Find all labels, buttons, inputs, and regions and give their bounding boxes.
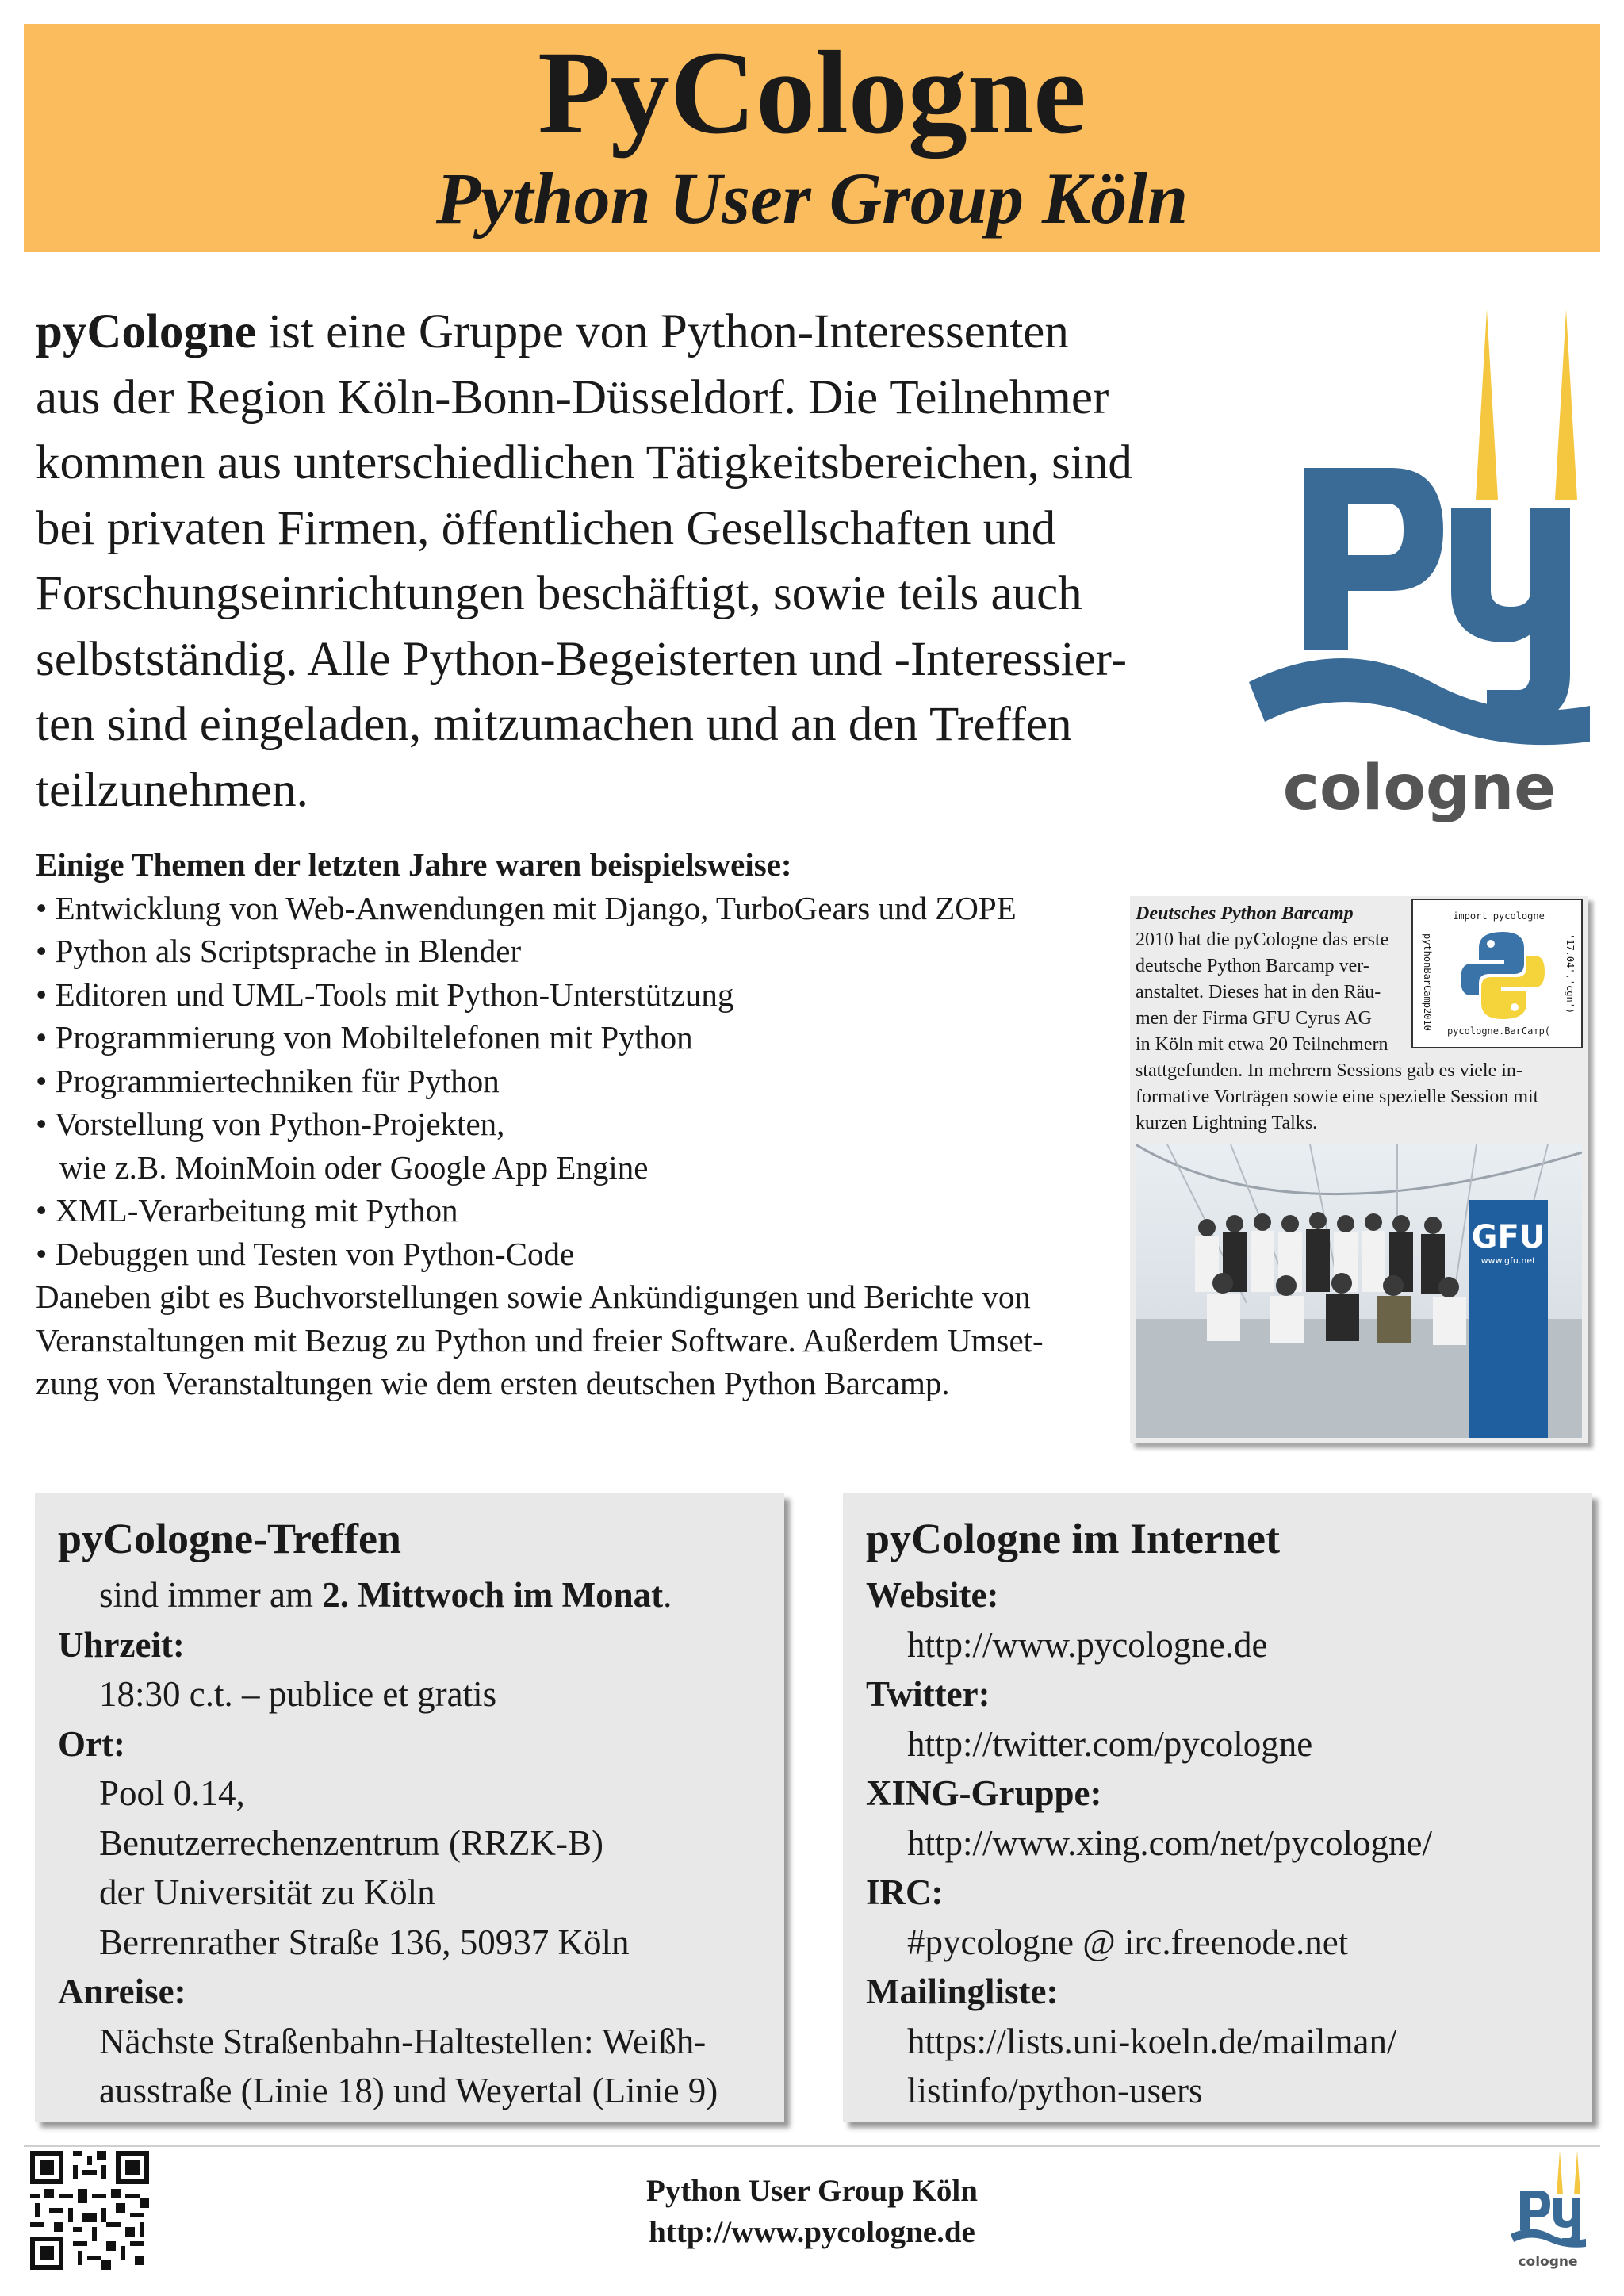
place-line: Benutzerrechenzentrum (RRZK-B): [99, 1823, 603, 1863]
code-top-text: import pycologne: [1453, 910, 1545, 922]
mailinglist-link[interactable]: https://lists.uni-koeln.de/mailman/: [907, 2021, 1397, 2061]
page-subtitle: Python User Group Köln: [435, 158, 1189, 239]
barcamp-line: men der Firma GFU Cyrus AG: [1136, 1008, 1372, 1029]
closing-line: Veranstaltungen mit Bezug zu Python und freier Software. Außerdem Umset-: [36, 1321, 1044, 1359]
topic-item: • Entwicklung von Web-Anwendungen mit Django, TurboGears und ZOPE: [36, 889, 1017, 926]
meetings-intro-bold: 2. Mittwoch im Monat: [322, 1575, 664, 1615]
topics-list: [36, 887, 1122, 1276]
footer-divider: [24, 2145, 1600, 2147]
travel-line: Nächste Straßenbahn-Haltestellen: Weißh-: [99, 2021, 707, 2061]
topic-item: • Editoren und UML-Tools mit Python-Unterstützung: [36, 976, 734, 1013]
logo-spire-right: [1555, 309, 1577, 500]
logo-text: cologne: [1282, 753, 1557, 824]
barcamp-line: 2010 hat die pyCologne das erste: [1136, 930, 1389, 950]
intro-line: Forschungseinrichtungen beschäftigt, sowie teils auch: [36, 567, 1082, 620]
intro-line: selbstständig. Alle Python-Begeisterten und -Interessier-: [36, 632, 1128, 686]
barcamp-title: Deutsches Python Barcamp: [1136, 903, 1354, 924]
internet-content: [866, 1507, 1580, 2116]
mailinglist-label: Mailingliste:: [866, 1972, 1059, 2011]
twitter-label: Twitter:: [866, 1674, 990, 1714]
barcamp-group-photo: [1136, 1144, 1582, 1438]
place-label: Ort:: [58, 1723, 125, 1764]
page-title: PyCologne: [538, 27, 1086, 159]
logo-letter-y: [1451, 508, 1570, 722]
intro-line: kommen aus unterschiedlichen Tätigkeitsbereichen, sind: [36, 436, 1132, 489]
travel-line: ausstraße (Linie 18) und Weyertal (Linie 9): [99, 2071, 718, 2110]
twitter-link[interactable]: http://twitter.com/pycologne: [907, 1723, 1313, 1764]
code-right-text: '17.04','cgn'): [1565, 933, 1576, 1014]
intro-line: [36, 300, 1241, 366]
meetings-title: pyCologne-Treffen: [58, 1515, 401, 1562]
travel-label: Anreise:: [58, 1972, 186, 2011]
place-line: Pool 0.14,: [99, 1773, 245, 1813]
barcamp-line: kurzen Lightning Talks.: [1136, 1113, 1318, 1133]
internet-title: pyCologne im Internet: [866, 1515, 1280, 1562]
intro-brand: pyCologne: [36, 305, 256, 358]
pycologne-small-logo: [1511, 2151, 1586, 2270]
topics-heading: Einige Themen der letzten Jahre waren beispielsweise:: [36, 846, 792, 883]
topics-section: [36, 843, 1122, 1405]
time-label: Uhrzeit:: [58, 1624, 185, 1665]
intro-line: bei privaten Firmen, öffentlichen Gesellschaften und: [36, 501, 1056, 555]
meetings-intro-pre: sind immer am: [99, 1575, 323, 1615]
topic-item: • Debuggen und Testen von Python-Code: [36, 1235, 575, 1272]
time-value: 18:30 c.t. – publice et gratis: [99, 1674, 497, 1714]
barcamp-line: deutsche Python Barcamp ver-: [1136, 956, 1369, 976]
photo-sign-url: www.gfu.net: [1480, 1255, 1536, 1266]
barcamp-line: anstaltet. Dieses hat in den Räu-: [1136, 982, 1381, 1002]
logo-spire-left: [1476, 309, 1498, 500]
code-bottom-text: pycologne.BarCamp(: [1446, 1025, 1551, 1037]
topic-item: • Python als Scriptsprache in Blender: [36, 933, 522, 969]
intro-line: aus der Region Köln-Bonn-Düsseldorf. Die Teilnehmer: [36, 370, 1109, 424]
topic-item: • XML-Verarbeitung mit Python: [36, 1192, 458, 1228]
xing-link[interactable]: http://www.xing.com/net/pycologne/: [907, 1823, 1432, 1863]
website-label: Website:: [866, 1575, 999, 1615]
photo-sign-text: GFU: [1471, 1219, 1545, 1255]
intro-line: ten sind eingeladen, mitzumachen und an den Treffen: [36, 698, 1072, 751]
irc-value: #pycologne @ irc.freenode.net: [907, 1922, 1349, 1962]
place-line: Berrenrather Straße 136, 50937 Köln: [99, 1922, 630, 1962]
website-link[interactable]: http://www.pycologne.de: [907, 1624, 1268, 1665]
topic-item: • Programmierung von Mobiltelefonen mit Python: [36, 1019, 693, 1056]
intro-line: teilzunehmen.: [36, 763, 308, 817]
topic-item: • Vorstellung von Python-Projekten,: [36, 1106, 505, 1142]
barcamp-line: stattgefunden. In mehrern Sessions gab es viele in-: [1136, 1060, 1522, 1081]
small-logo-text: cologne: [1518, 2254, 1578, 2270]
logo-letter-p: [1304, 468, 1443, 650]
meetings-intro-post: .: [663, 1575, 672, 1615]
python-logo-icon: [1459, 928, 1546, 1023]
code-left-text: pythonBarCamp2010: [1422, 933, 1433, 1031]
mailinglist-link[interactable]: listinfo/python-users: [907, 2071, 1203, 2110]
meetings-intro: [58, 1570, 772, 1620]
barcamp-line: formative Vorträgen sowie eine spezielle Session mit: [1136, 1087, 1539, 1107]
irc-label: IRC:: [866, 1872, 944, 1912]
pycologne-logo: [1249, 309, 1590, 825]
intro-line-text: ist eine Gruppe von Python-Interessenten: [255, 305, 1069, 358]
closing-line: zung von Veranstaltungen wie dem ersten deutschen Python Barcamp.: [36, 1365, 950, 1401]
meetings-content: [58, 1507, 772, 2116]
footer-line-1: Python User Group Köln: [646, 2174, 978, 2208]
intro-paragraph: [36, 300, 1241, 823]
topics-closing: [36, 1275, 1122, 1405]
xing-label: XING-Gruppe:: [866, 1773, 1102, 1813]
topic-item: wie z.B. MoinMoin oder Google App Engine: [59, 1148, 649, 1186]
closing-line: Daneben gibt es Buchvorstellungen sowie Ankündigungen und Berichte von: [36, 1278, 1031, 1315]
barcamp-line: in Köln mit etwa 20 Teilnehmern: [1136, 1034, 1388, 1055]
place-line: der Universität zu Köln: [99, 1872, 435, 1912]
topic-item: • Programmiertechniken für Python: [36, 1062, 500, 1099]
footer-text: [0, 2171, 1624, 2253]
footer-url[interactable]: http://www.pycologne.de: [649, 2215, 975, 2249]
